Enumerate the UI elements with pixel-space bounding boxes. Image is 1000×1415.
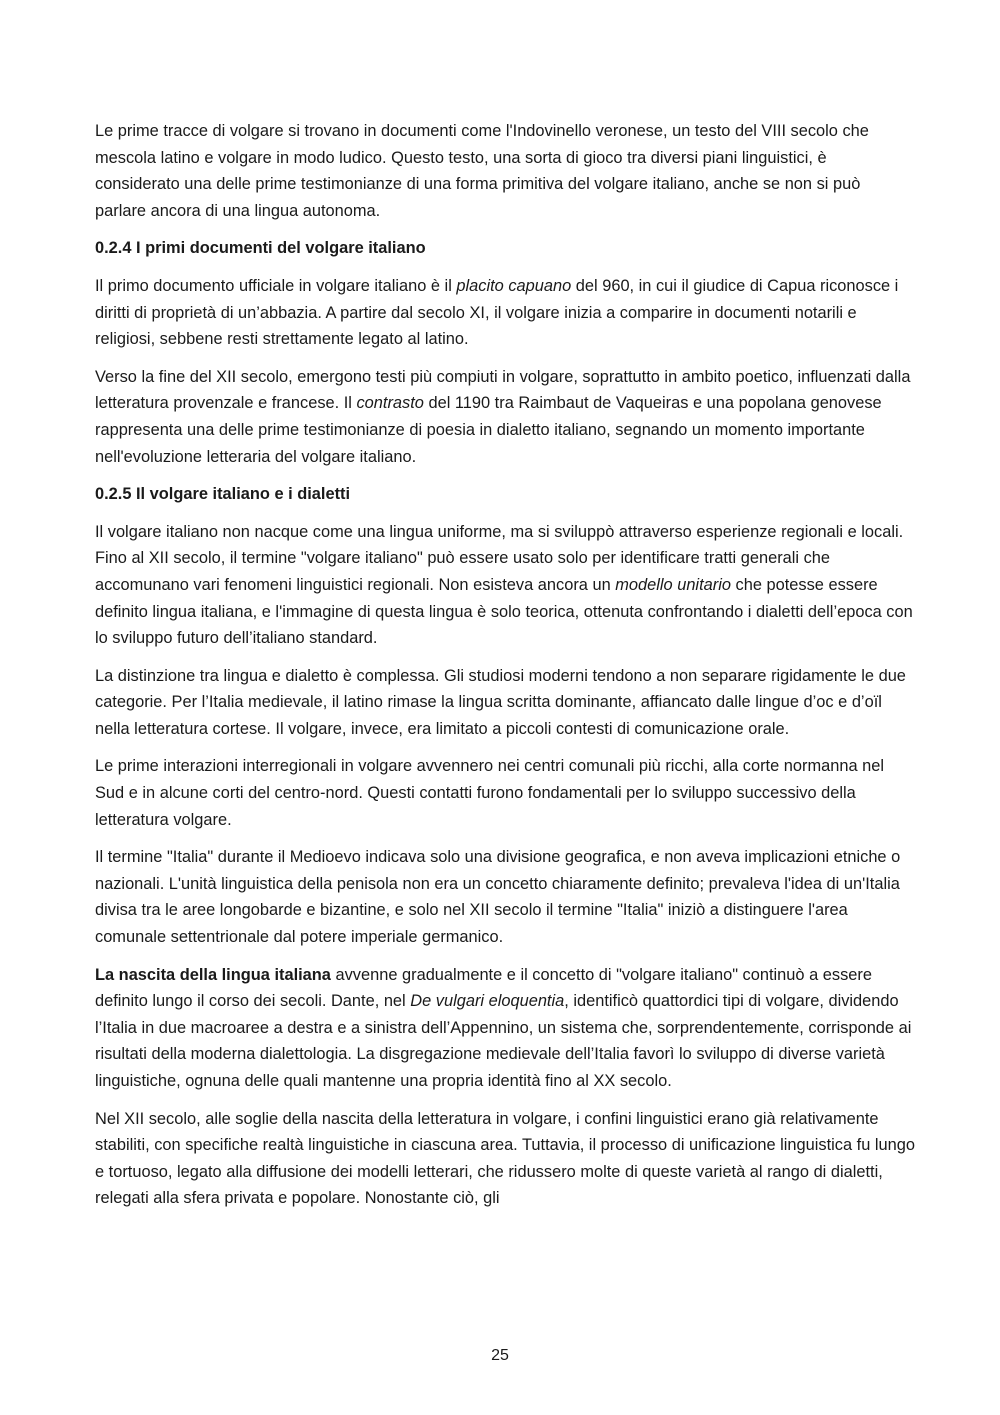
emphasis-modello-unitario: modello unitario xyxy=(615,575,731,594)
text-run: avvenne gradualmente e il concetto di "volgare italiano" continuò a essere definito lungo il corso dei secoli. Dante, nel xyxy=(95,965,872,1011)
paragraph-termine-italia: Il termine "Italia" durante il Medioevo indicava solo una divisione geografica, e non aveva implicazioni etniche o nazionali. L'unità linguistica della penisola non era un concetto chiaramente definito; prevaleva l'idea di un'Italia divisa tra le aree longobarde e bizantine, e solo nel XII secolo il termine "Italia" iniziò a distinguere l'area comunale settentrionale dal potere imperiale germanico. xyxy=(95,848,901,947)
paragraph-lingua-dialetto: La distinzione tra lingua e dialetto è complessa. Gli studiosi moderni tendono a non separare rigidamente le due categorie. Per l’Italia medievale, il latino rimase la lingua scritta dominante, affiancato dalle lingue d’oc e d’oïl nella letteratura cortese. Il volgare, invece, era limitato a piccoli contesti di comunicazione orale. xyxy=(95,666,906,738)
paragraph-xii-secolo: Nel XII secolo, alle soglie della nascita della letteratura in volgare, i confini linguistici erano già relativamente stabiliti, con specifiche realtà linguistiche in ciascuna area. Tuttavia, il processo di unificazione linguistica fu lungo e tortuoso, legato alla diffusione dei modelli letterari, che ridussero molte di queste varietà al rango di dialetti, relegati alla sfera privata e popolare. Nonostante ciò, gli xyxy=(95,1109,915,1208)
paragraph-interazioni: Le prime interazioni interregionali in volgare avvennero nei centri comunali più ricchi, alla corte normanna nel Sud e in alcune corti del centro-nord. Questi contatti furono fondamentali per lo sviluppo successivo della letteratura volgare. xyxy=(95,757,884,829)
strong-nascita-lingua: La nascita della lingua italiana xyxy=(95,965,331,984)
paragraph-contrasto xyxy=(95,364,915,470)
text-run: Verso la fine del XII secolo, emergono testi più compiuti in volgare, soprattutto in ambito poetico, influenzati dalla letteratura provenzale e francese. Il xyxy=(95,367,911,413)
emphasis-contrasto: contrasto xyxy=(356,394,424,413)
page-number: 25 xyxy=(491,1347,509,1364)
text-run: , identificò quattordici tipi di volgare, dividendo l’Italia in due macroaree a destra e a sinistra dell’Appennino, un sistema che, sorprendentemente, corrisponde ai risultati della moderna dialettologia. La disgregazione medievale dell’Italia favorì lo sviluppo di diverse varietà linguistiche, ognuna delle quali mantenne una propria identità fino al XX secolo. xyxy=(95,992,912,1090)
text-run: del 960, in cui il giudice di Capua riconosce i diritti di proprietà di un’abbazia. A partire dal secolo XI, il volgare inizia a comparire in documenti notarili e religiosi, sebbene resti strettamente legato al latino. xyxy=(95,276,899,349)
section-heading-0-2-4: 0.2.4 I primi documenti del volgare italiano xyxy=(95,239,426,258)
paragraph-indovinello: Le prime tracce di volgare si trovano in documenti come l'Indovinello veronese, un testo del VIII secolo che mescola latino e volgare in modo ludico. Questo testo, una sorta di gioco tra diversi piani linguistici, è considerato una delle prime testimonianze di una forma primitiva del volgare italiano, anche se non si può parlare ancora di una lingua autonoma. xyxy=(95,122,869,220)
paragraph-placito-capuano xyxy=(95,273,915,353)
page-body xyxy=(95,118,915,1223)
text-run: del 1190 tra Raimbaut de Vaqueiras e una popolana genovese rappresenta una delle prime testimonianze di poesia in dialetto italiano, segnando un momento importante nell'evoluzione letteraria del volgare italiano. xyxy=(95,394,882,466)
section-heading-0-2-5: 0.2.5 Il volgare italiano e i dialetti xyxy=(95,485,351,504)
emphasis-de-vulgari-eloquentia: De vulgari eloquentia xyxy=(410,992,565,1011)
text-run: che potesse essere definito lingua italiana, e l'immagine di questa lingua è solo teorica, ottenuta confrontando i dialetti dell’epoca con lo sviluppo futuro dell’italiano standard. xyxy=(95,575,913,648)
paragraph-volgare-uniforme xyxy=(95,519,915,652)
text-run: Il volgare italiano non nacque come una lingua uniforme, ma si sviluppò attraverso esperienze regionali e locali. Fino al XII secolo, il termine "volgare italiano" può essere usato solo per identificare tratti generali che accomunano vari fenomeni linguistici regionali. Non esisteva ancora un xyxy=(95,522,904,594)
paragraph-nascita-lingua xyxy=(95,962,915,1095)
text-run: Il primo documento ufficiale in volgare italiano è il xyxy=(95,276,457,295)
emphasis-placito-capuano: placito capuano xyxy=(456,276,572,295)
